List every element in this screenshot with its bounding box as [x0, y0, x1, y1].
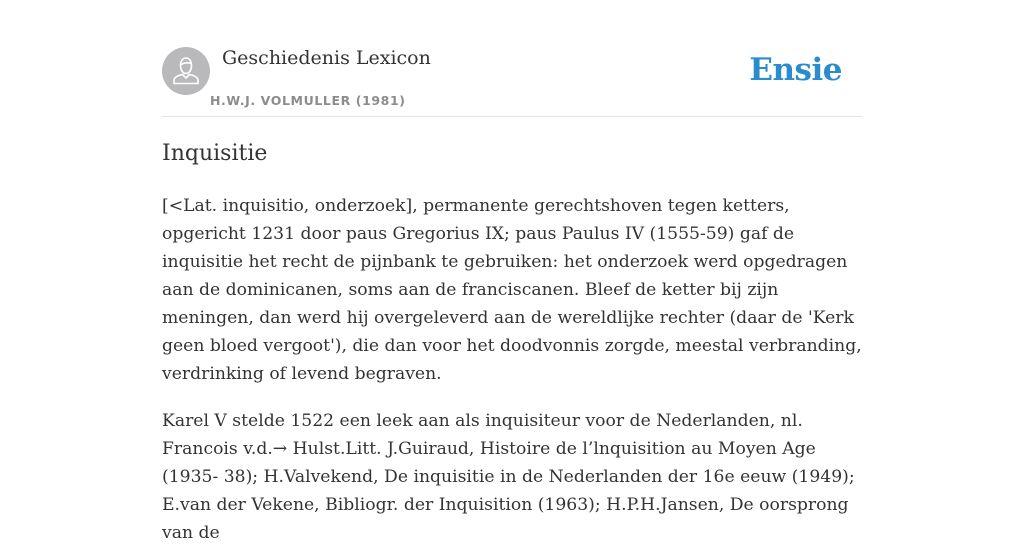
source-author[interactable]: H.W.J. VOLMULLER (1981)	[210, 93, 406, 108]
avatar[interactable]	[162, 47, 210, 95]
entry-paragraph: [<Lat. inquisitio, onderzoek], permanente gerechtshoven tegen ketters, opgericht 1231 door paus Gregorius IX; paus Paulus IV (1555-59) gaf de inquisitie het recht de pijnbank te gebruiken: het onderzoek werd opgedragen aan de dominicanen, soms aan de franciscanen. Bleef de ketter bij zijn meningen, dan werd hij overgeleverd aan de wereldlijke rechter (daar de 'Kerk geen bloed vergoot'), die dan voor het doodvonnis zorgde, meestal verbranding, verdrinking of levend begraven.	[162, 196, 862, 384]
entry-title: Inquisitie	[162, 141, 268, 166]
source-header	[162, 46, 862, 117]
user-silhouette-icon	[162, 47, 210, 95]
entry-article	[162, 138, 872, 547]
source-title[interactable]: Geschiedenis Lexicon	[222, 47, 431, 69]
ensie-logo[interactable]: Ensie	[749, 52, 842, 88]
entry-paragraph: Karel V stelde 1522 een leek aan als inquisiteur voor de Nederlanden, nl. Francois v.d.→ Hulst.Litt. J.Guiraud, Histoire de l’lnquisition au Moyen Age (1935- 38); H.Valvekend, De inquisitie in de Nederlanden der 16e eeuw (1949); E.van der Vekene, Bibliogr. der Inquisition (1963); H.P.H.Jansen, De oorsprong van de	[162, 411, 855, 543]
